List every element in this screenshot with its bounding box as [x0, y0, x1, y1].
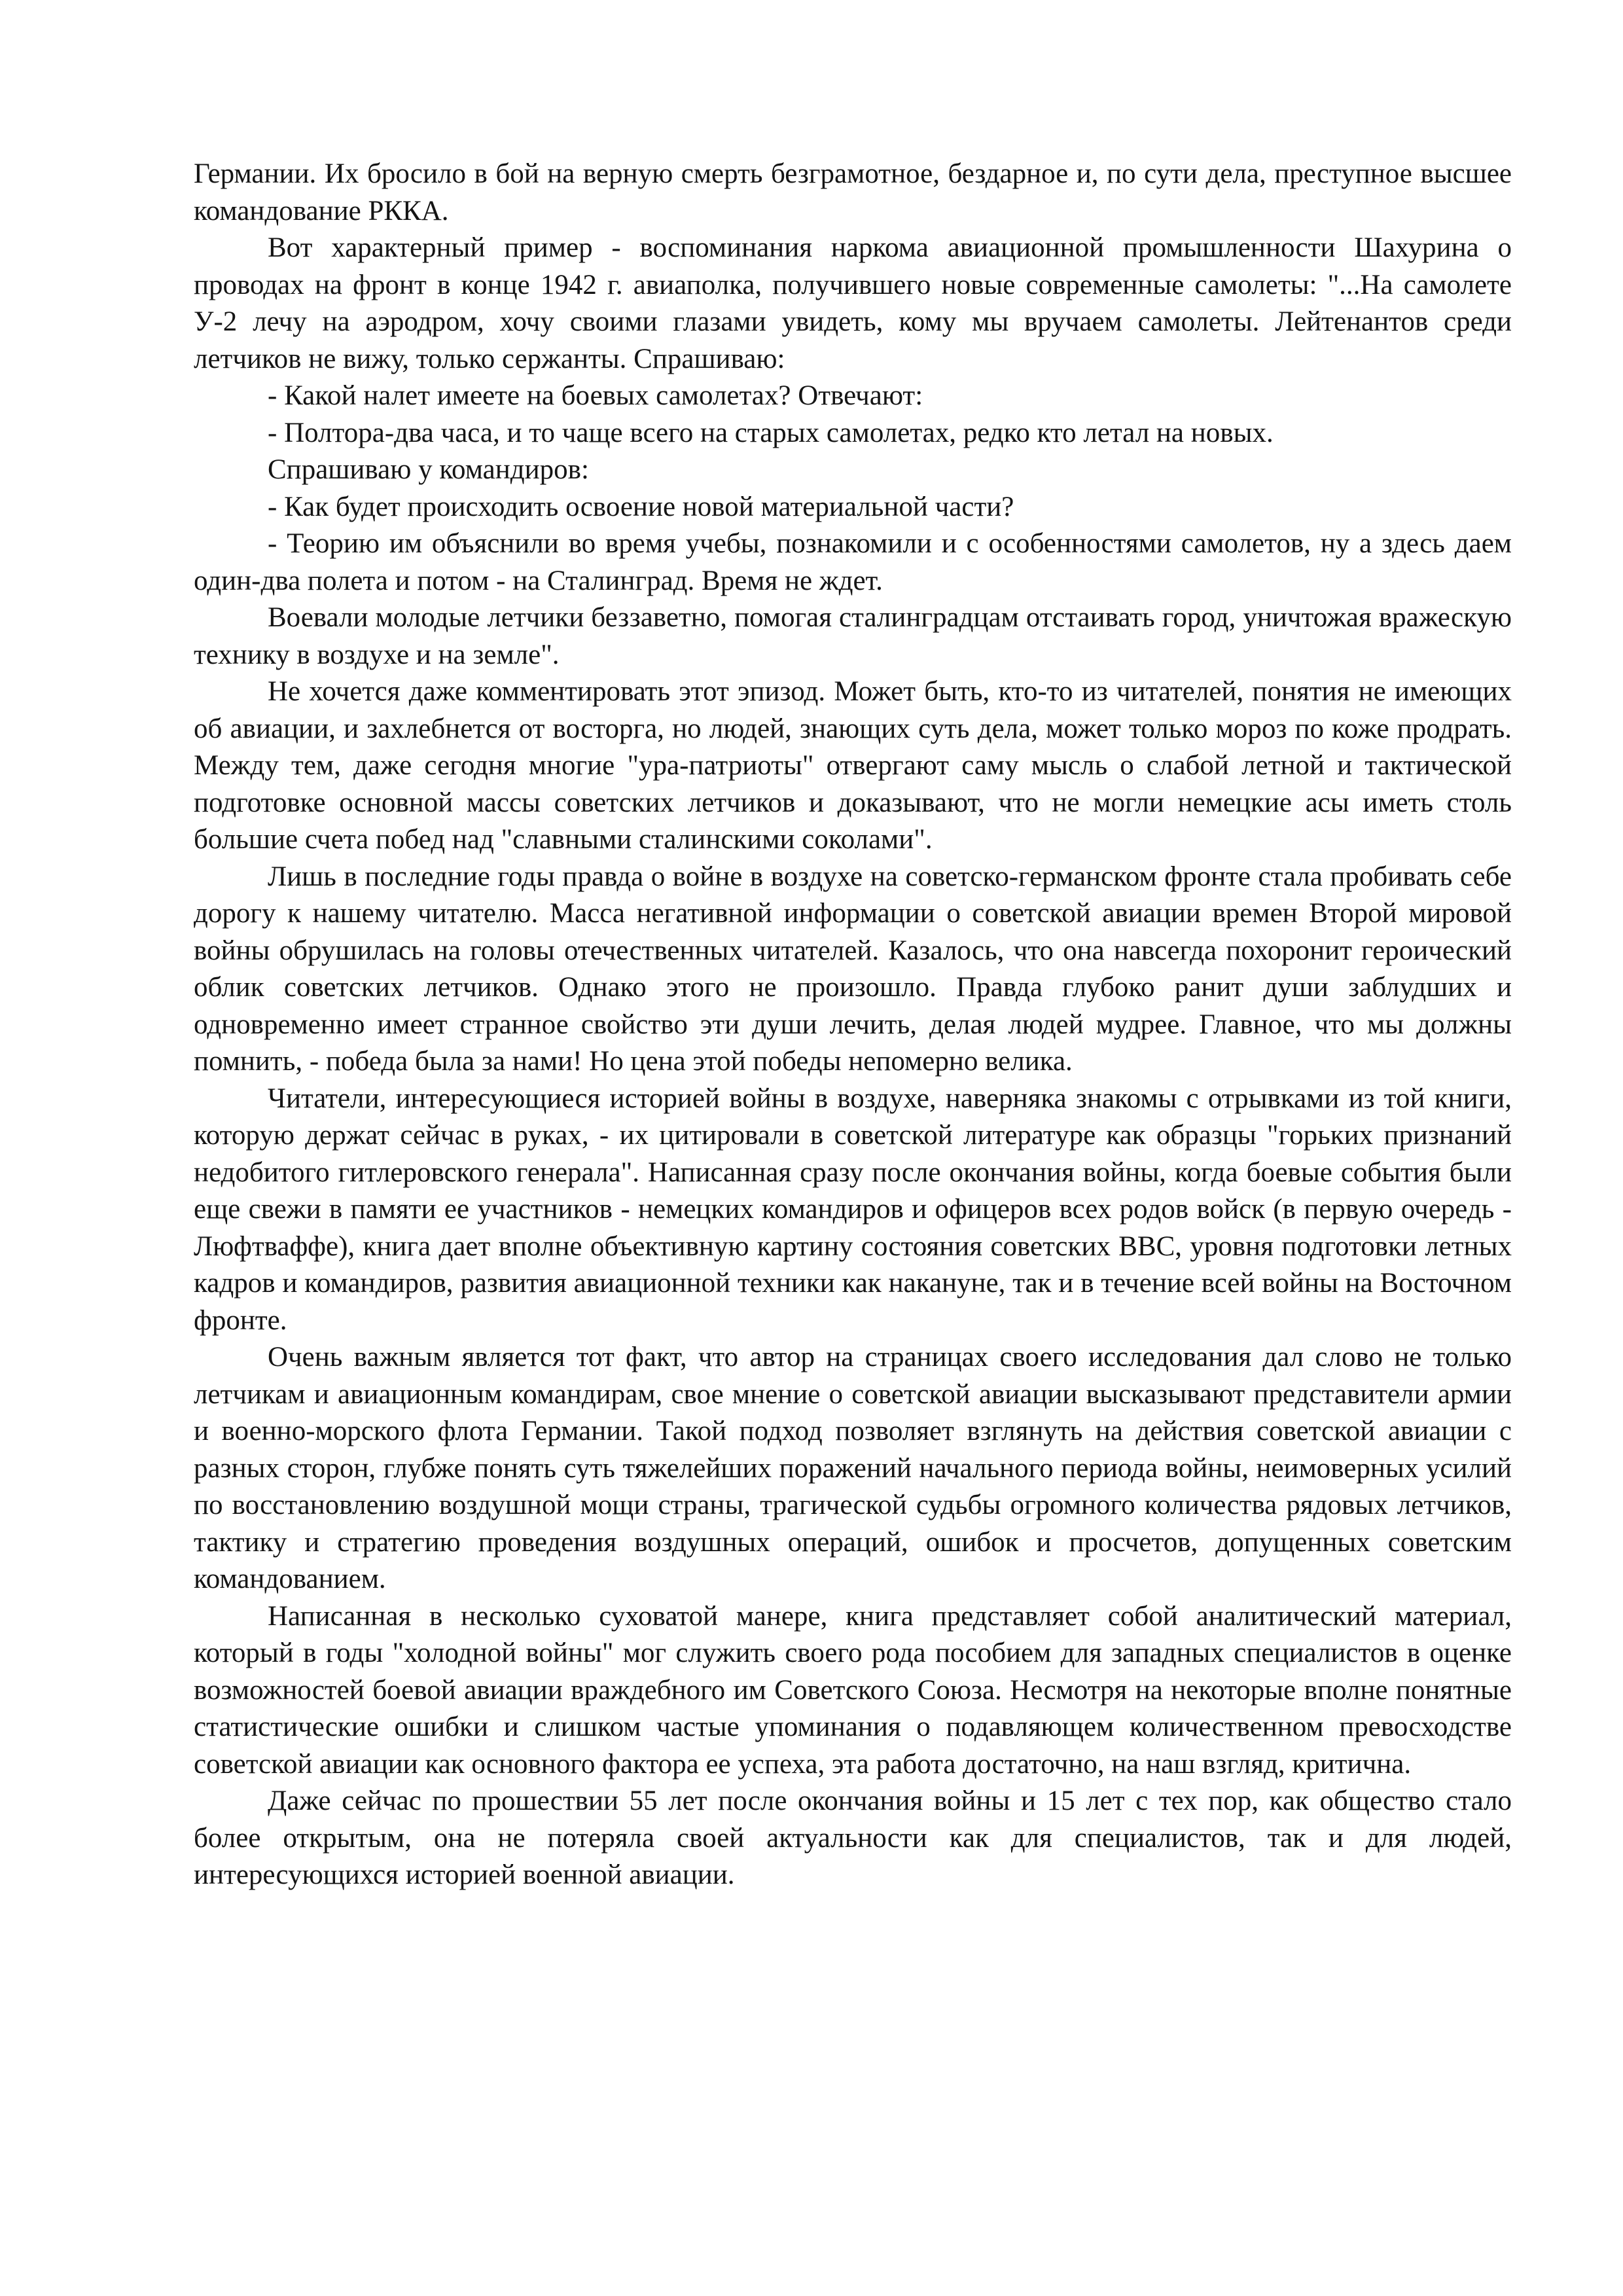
- paragraph-truth: Лишь в последние годы правда о войне в воздухе на советско-германском фронте стала пробивать себе дорогу к нашему читателю. Масса негативной информации о советской авиации времен Второй мировой войны обрушилась на головы отечественных читателей. Казалось, что она навсегда похоронит героический облик советских летчиков. Однако этого не произошло. Правда глубоко ранит души заблудших и одновременно имеет странное свойство эти души лечить, делая людей мудрее. Главное, что мы должны помнить, - победа была за нами! Но цена этой победы непомерно велика.: [194, 861, 1512, 1077]
- dialogue-line: - Теорию им объяснили во время учебы, познакомили и с особенностями самолетов, ну а здесь даем один-два полета и потом - на Сталинград. Время не ждет.: [194, 528, 1512, 596]
- paragraph-manner: Написанная в несколько суховатой манере, книга представляет собой аналитический материал, который в годы "холодной войны" мог служить своего рода пособием для западных специалистов в оценке возможностей боевой авиации враждебного им Советского Союза. Несмотря на некоторые вполне понятные статистические ошибки и слишком частые упоминания о подавляющем количественном превосходстве советской авиации как основного фактора ее успеха, эта работа достаточно, на наш взгляд, критична.: [194, 1600, 1512, 1780]
- dialogue-line: - Полтора-два часа, и то чаще всего на старых самолетах, редко кто летал на новых.: [268, 417, 1274, 448]
- dialogue-line: Спрашиваю у командиров:: [268, 454, 589, 485]
- paragraph-readers: Читатели, интересующиеся историей войны в воздухе, наверняка знакомы с отрывками из той книги, которую держат сейчас в руках, - их цитировали в советской литературе как образцы "горьких признаний недобитого гитлеровского генерала". Написанная сразу после окончания войны, когда боевые события были еще свежи в памяти ее участников - немецких командиров и офицеров всех родов войск (в первую очередь - Люфтваффе), книга дает вполне объективную картину состояния советских ВВС, уровня подготовки летных кадров и командиров, развития авиационной техники как накануне, так и в течение всей войны на Восточном фронте.: [194, 1083, 1512, 1336]
- document-page: [194, 156, 1512, 1894]
- dialogue-line: - Как будет происходить освоение новой материальной части?: [268, 491, 1014, 522]
- paragraph-continuation: Германии. Их бросило в бой на верную смерть безграмотное, бездарное и, по сути дела, преступное высшее командование РККА.: [194, 158, 1512, 226]
- paragraph-relevance: Даже сейчас по прошествии 55 лет после окончания войны и 15 лет с тех пор, как общество стало более открытым, она не потеряла своей актуальности как для специалистов, так и для людей, интересующихся историей военной авиации.: [194, 1785, 1512, 1890]
- paragraph-shakhurin-example: Вот характерный пример - воспоминания наркома авиационной промышленности Шахурина о проводах на фронт в конце 1942 г. авиаполка, получившего новые современные самолеты: "...На самолете У-2 лечу на аэродром, хочу своими глазами увидеть, кому мы вручаем самолеты. Лейтенантов среди летчиков не вижу, только сержанты. Спрашиваю:: [194, 232, 1512, 374]
- paragraph-author: Очень важным является тот факт, что автор на страницах своего исследования дал слово не только летчикам и авиационным командирам, свое мнение о советской авиации высказывают представители армии и военно-морского флота Германии. Такой подход позволяет взглянуть на действия советской авиации с разных сторон, глубже понять суть тяжелейших поражений начального периода войны, неимоверных усилий по восстановлению воздушной мощи страны, трагической судьбы огромного количества рядовых летчиков, тактику и стратегию проведения воздушных операций, ошибок и просчетов, допущенных советским командованием.: [194, 1342, 1512, 1594]
- paragraph-quote-end: Воевали молодые летчики беззаветно, помогая сталинградцам отстаивать город, уничтожая вражескую технику в воздухе и на земле".: [194, 602, 1512, 670]
- paragraph-commentary: Не хочется даже комментировать этот эпизод. Может быть, кто-то из читателей, понятия не имеющих об авиации, и захлебнется от восторга, но людей, знающих суть дела, может только мороз по коже продрать. Между тем, даже сегодня многие "ура-патриоты" отвергают саму мысль о слабой летной и тактической подготовке основной массы советских летчиков и доказывают, что не могли немецкие асы иметь столь большие счета побед над "славными сталинскими соколами".: [194, 676, 1512, 855]
- dialogue-line: - Какой налет имеете на боевых самолетах? Отвечают:: [268, 380, 923, 411]
